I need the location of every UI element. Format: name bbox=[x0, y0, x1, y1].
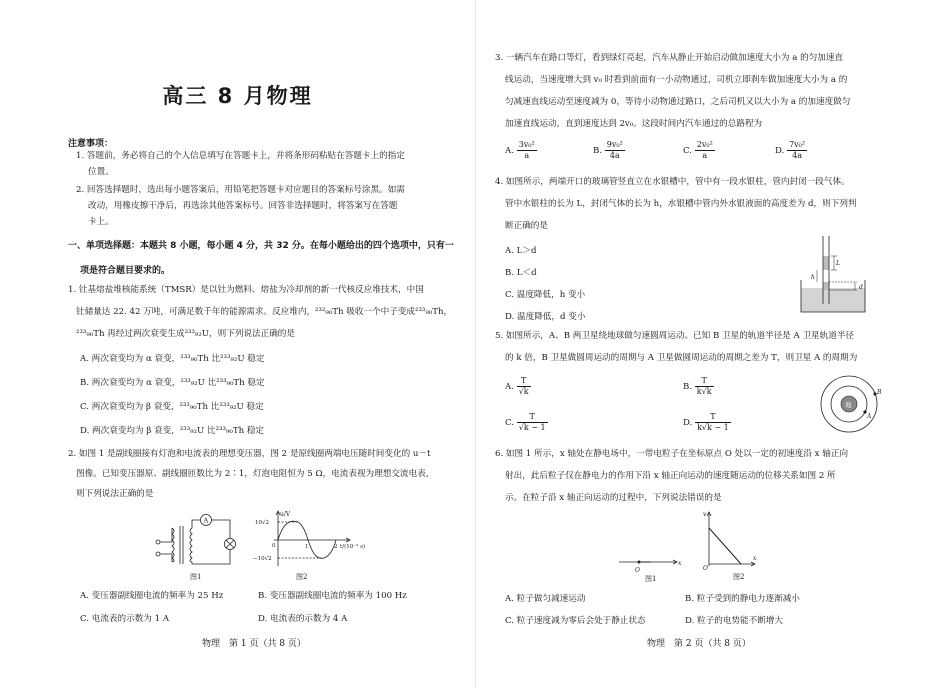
x-axis-label: t/(10⁻² s) bbox=[340, 544, 366, 550]
q2-fig1-caption: 图1 bbox=[190, 573, 202, 581]
q5-stem: 的 k 倍，B 卫星做圆周运动的周期与 A 卫星做圆周运动的周期之差为 T，则卫星 A 的周期为 bbox=[505, 353, 858, 363]
x-tick-2: 2 bbox=[334, 544, 338, 550]
footer-page-1: 物理 第 1 页（共 8 页） bbox=[202, 639, 306, 649]
q1-stem: ²³³₉₀Th 再经过两次衰变生成²³³₉₂U，则下列说法正确的是 bbox=[76, 329, 295, 339]
q1-option-c: C. 两次衰变均为 β 衰变，²³³₉₀Th 比²³³₉₂U 稳定 bbox=[80, 402, 264, 412]
q6-fig2-graph bbox=[699, 508, 759, 570]
q6-option-c: C. 粒子速度减为零后会处于静止状态 bbox=[505, 616, 646, 626]
footer-page-2: 物理 第 2 页（共 8 页） bbox=[647, 639, 751, 649]
label-d: d bbox=[859, 284, 863, 291]
q1-stem: 1. 钍基熔盐堆核能系统（TMSR）是以钍为燃料、熔盐为冷却剂的新一代核反应堆技术，中国 bbox=[68, 285, 424, 295]
notes-line: 1. 答题前，务必将自己的个人信息填写在答题卡上，并将条形码粘贴在答题卡上的指定 bbox=[76, 151, 405, 161]
y-tick-top: 10√2 bbox=[255, 520, 270, 526]
q4-option-c: C. 温度降低，h 变小 bbox=[505, 290, 586, 300]
q6-fig2-caption: 图2 bbox=[733, 573, 745, 581]
q3-option-b: B. $\frac{\text{9v₀²}}{4a}$ bbox=[593, 140, 623, 160]
q2-fig1-transformer bbox=[150, 510, 242, 572]
label-L: L bbox=[836, 260, 840, 267]
q5-option-c: C. $\frac{T}{√k - 1}$ bbox=[505, 412, 546, 432]
q6-option-d: D. 粒子的电势能不断增大 bbox=[685, 616, 783, 626]
q1-stem: 钍储量达 22. 42 万吨，可满足数千年的能源需求。反应堆内，²³²₉₀Th 吸收一个中子变成²³³₉₀Th， bbox=[76, 307, 453, 317]
origin-label: 0 bbox=[272, 543, 276, 549]
q6-fig1-axis bbox=[615, 552, 685, 576]
q6-option-a: A. 粒子做匀减速运动 bbox=[505, 594, 586, 604]
q4-stem: 管中水银柱的长为 L，封闭气体的长为 h，水银槽中管内外水银液面的高度差为 d，则下列判 bbox=[505, 199, 857, 209]
q2-fig2-caption: 图2 bbox=[296, 573, 308, 581]
q3-option-d: D. $\frac{\text{7v₀²}}{4a}$ bbox=[775, 140, 806, 160]
q4-option-d: D. 温度降低，d 变小 bbox=[505, 312, 586, 322]
q1-option-a: A. 两次衰变均为 α 衰变，²³³₉₀Th 比²³³₉₂U 稳定 bbox=[80, 354, 265, 364]
q5-option-b: B. $\frac{T}{k√k}$ bbox=[683, 376, 712, 396]
label-h: h bbox=[811, 274, 815, 281]
section-heading-cont: 项是符合题目要求的。 bbox=[80, 266, 171, 276]
notes-heading: 注意事项： bbox=[68, 139, 114, 149]
q3-option-c: C. $\frac{\text{2v₀²}}{a}$ bbox=[683, 140, 713, 160]
input-terminal bbox=[156, 540, 160, 544]
q5-option-a: A. $\frac{T}{√k}$ bbox=[505, 376, 529, 396]
secondary-coil bbox=[190, 528, 192, 562]
q3-stem: 加速直线运动，直到速度达到 2v₀。这段时间内汽车通过的总路程为 bbox=[505, 119, 763, 129]
q6-stem: 6. 如图 1 所示，x 轴处在静电场中，一带电粒子在坐标原点 O 处以一定的初速度沿 x 轴正向 bbox=[495, 449, 849, 459]
q6-stem: 射出，此后粒子仅在静电力的作用下沿 x 轴正向运动的速度随运动的位移关系如图 2 所 bbox=[505, 471, 836, 481]
q3-option-a: A. $\frac{\text{3v₀²}}{a}$ bbox=[505, 140, 535, 160]
label-B: B bbox=[877, 389, 882, 396]
q2-stem: 图像。已知变压器原、副线圈匝数比为 2∶1，灯泡电阻恒为 5 Ω，电流表视为理想交流电表， bbox=[76, 469, 435, 479]
section-heading: 一、单项选择题：本题共 8 小题，每小题 4 分，共 32 分。在每小题给出的四个选项中，只有一 bbox=[68, 241, 454, 251]
x-label: x bbox=[678, 560, 682, 567]
q2-fig2-graph bbox=[250, 508, 370, 570]
q3-stem: 线运动，当速度增大到 v₀ 时看到前面有一小动物通过，司机立即刹车做加速度大小为 a 的 bbox=[505, 75, 848, 85]
notes-line: 位置。 bbox=[88, 167, 114, 177]
q3-stem: 匀减速直线运动至速度减为 0，等待小动物通过路口，之后司机又以大小为 a 的加速度做匀 bbox=[505, 97, 851, 107]
origin-label: O bbox=[703, 565, 708, 570]
q4-option-b: B. L＜d bbox=[505, 268, 537, 278]
page-2 bbox=[475, 0, 950, 688]
v-x-line bbox=[709, 528, 741, 564]
q2-stem: 则下列说法正确的是 bbox=[76, 489, 154, 499]
q4-fig-mercury-tube bbox=[797, 234, 879, 316]
q5-stem: 5. 如图所示，A、B 两卫星绕地球做匀速圆周运动。已知 B 卫星的轨道半径是 A 卫星轨道半径 bbox=[495, 331, 855, 341]
ammeter-label: A bbox=[203, 516, 209, 525]
notes-line: 改动，用橡皮擦干净后，再选涂其他答案标号。回答非选择题时，将答案写在答题 bbox=[88, 201, 398, 211]
mercury-trough bbox=[801, 288, 865, 312]
q4-stem: 4. 如图所示，两端开口的玻璃管竖直立在水银槽中，管中有一段水银柱，管内封闭一段气体。 bbox=[495, 177, 850, 187]
q2-stem: 2. 如图 1 是副线圈接有灯泡和电流表的理想变压器，图 2 是原线圈两端电压随时间变化的 u－t bbox=[68, 449, 431, 459]
q2-option-a: A. 变压器副线圈电流的频率为 25 Hz bbox=[80, 591, 224, 601]
q5-fig-orbits bbox=[819, 372, 883, 436]
y-tick-bottom: −10√2 bbox=[253, 556, 272, 562]
mercury-column bbox=[823, 256, 829, 270]
q4-option-a: A. L＞d bbox=[505, 246, 537, 256]
notes-line: 卡上。 bbox=[88, 217, 114, 227]
origin-label: O bbox=[635, 567, 640, 574]
x-label: x bbox=[753, 555, 757, 562]
q4-stem: 断正确的是 bbox=[505, 221, 548, 231]
y-axis-label: u/V bbox=[280, 511, 291, 518]
x-tick-1: 1 bbox=[305, 544, 309, 550]
q6-stem: 示。在粒子沿 x 轴正向运动的过程中，下列说法错误的是 bbox=[505, 493, 722, 503]
q2-option-c: C. 电流表的示数为 1 A bbox=[80, 614, 170, 624]
q1-option-d: D. 两次衰变均为 β 衰变，²³³₉₂U 比²³³₉₀Th 稳定 bbox=[80, 426, 265, 436]
exam-title: 高三 8 月物理 bbox=[162, 84, 313, 108]
q2-option-d: D. 电流表的示数为 4 A bbox=[258, 614, 348, 624]
q1-option-b: B. 两次衰变均为 α 衰变，²³³₉₂U 比²³³₉₀Th 稳定 bbox=[80, 378, 265, 388]
earth-label: 地 bbox=[845, 401, 852, 409]
input-terminal bbox=[156, 552, 160, 556]
q3-stem: 3. 一辆汽车在路口等灯，看到绿灯亮起，汽车从静止开始启动做加速度大小为 a 的匀加速直 bbox=[495, 53, 844, 63]
label-A: A bbox=[867, 413, 872, 420]
q6-fig1-caption: 图1 bbox=[645, 575, 657, 583]
v-label: v bbox=[703, 511, 707, 518]
notes-line: 2. 回答选择题时，选出每小题答案后，用铅笔把答题卡对应题目的答案标号涂黑。如需 bbox=[76, 185, 405, 195]
q6-option-b: B. 粒子受到的静电力逐渐减小 bbox=[685, 594, 800, 604]
q5-option-d: D. $\frac{T}{k√k - 1}$ bbox=[683, 412, 729, 432]
q2-option-b: B. 变压器副线圈电流的频率为 100 Hz bbox=[258, 591, 407, 601]
